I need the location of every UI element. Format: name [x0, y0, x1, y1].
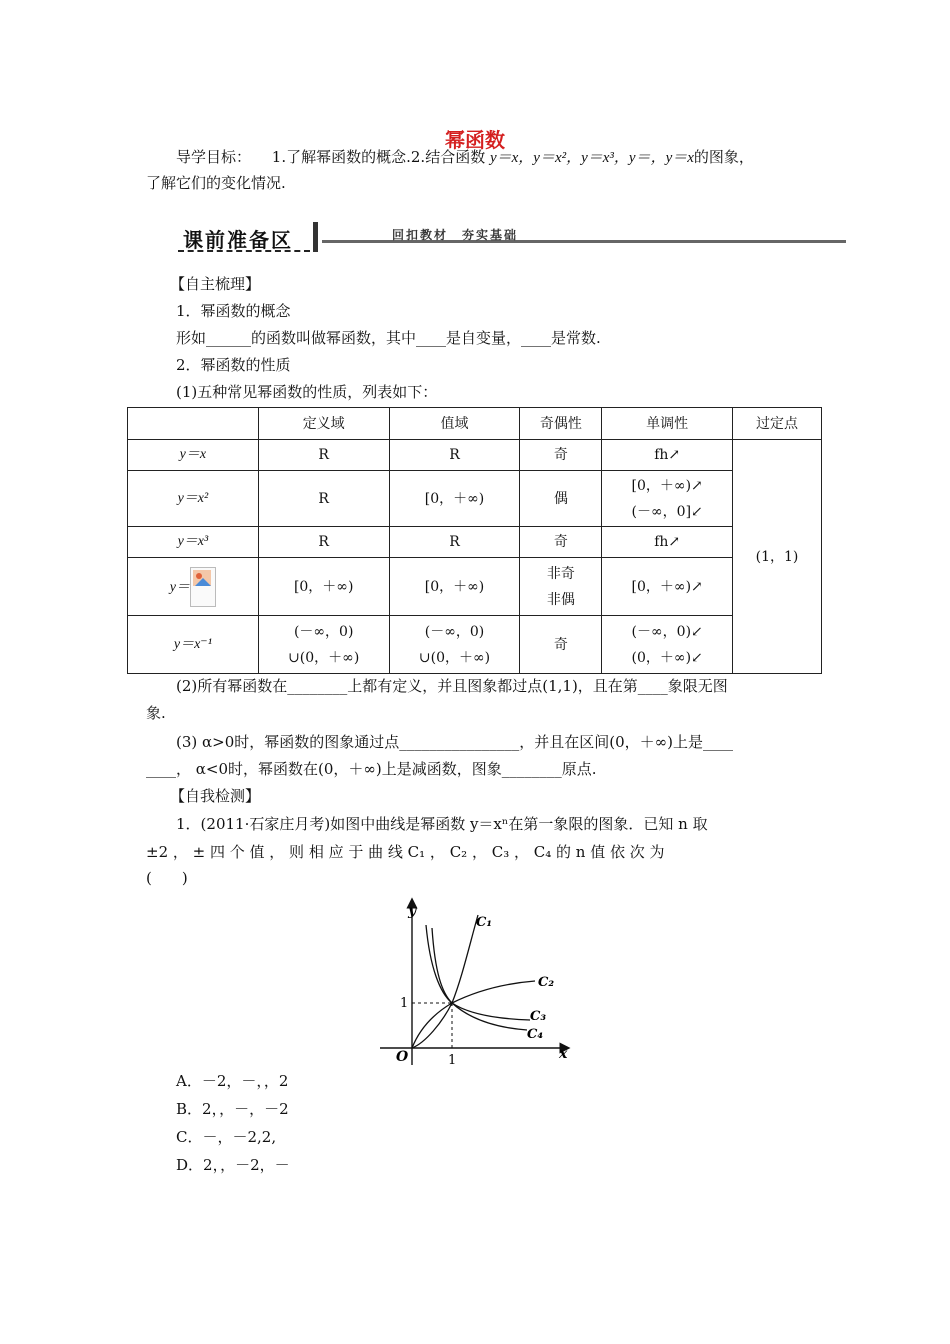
monotonic-cell: fh↗	[602, 440, 733, 471]
goal-label: 导学目标：	[176, 148, 252, 166]
x-tick-one: 1	[448, 1053, 457, 1068]
power-function-table	[127, 407, 822, 674]
question-1-line-2: ±2 ， ± 四 个 值 ， 则 相 应 于 曲 线 C₁ ， C₂ ， C₃ ， C₄ 的 n 值 依 次 为	[146, 843, 665, 861]
table-header: 定义域	[258, 408, 389, 440]
parity-cell	[520, 558, 602, 616]
table-row	[128, 527, 822, 558]
domain-cell	[258, 616, 389, 674]
range-cell	[389, 616, 520, 674]
item2-sub1: (1)五种常见幂函数的性质，列表如下：	[176, 383, 438, 401]
table-header: 过定点	[733, 408, 822, 440]
power-curves-figure	[370, 893, 590, 1073]
monotonic-cell	[602, 616, 733, 674]
item2-sub3-line-b: ____， α<0时，幂函数在(0，＋∞)上是减函数，图象________原点.	[146, 760, 597, 778]
option-b: B．2，，－，－2	[176, 1100, 289, 1118]
fn-cell: y＝x	[128, 440, 259, 471]
banner-bar	[313, 222, 318, 252]
domain-cell: R	[258, 440, 389, 471]
monotonic-cell: fh↗	[602, 527, 733, 558]
table-header: 值域	[389, 408, 520, 440]
item2-sub2-line-a: (2)所有幂函数在________上都有定义，并且图象都过点(1,1)，且在第____象限无图	[176, 677, 728, 695]
fn-cell: y＝x³	[128, 527, 259, 558]
table-header: 奇偶性	[520, 408, 602, 440]
section-banner-title: 课前准备区	[183, 228, 293, 252]
fn-cell	[128, 558, 259, 616]
domain-cell: R	[258, 471, 389, 527]
fn-label: y＝	[169, 579, 190, 595]
table-row	[128, 471, 822, 527]
goal-line-1	[176, 146, 754, 169]
range-cell: [0，＋∞)	[389, 558, 520, 616]
self-study-heading: 【自主梳理】	[170, 275, 261, 293]
item2-sub2-line-b: 象.	[146, 704, 166, 722]
x-axis-label: x	[559, 1046, 568, 1062]
monotonic-line: (－∞，0]↙	[631, 503, 703, 520]
question-1-line-3: ( )	[146, 869, 188, 887]
self-check-heading: 【自我检测】	[170, 787, 261, 805]
range-cell: R	[389, 440, 520, 471]
monotonic-line: (－∞，0)↙	[631, 623, 703, 640]
option-d: D．2，，－2，－	[176, 1156, 290, 1174]
origin-label: O	[396, 1049, 409, 1065]
table-row	[128, 616, 822, 674]
item2-title: 2．幂函数的性质	[176, 356, 291, 374]
table-header: 单调性	[602, 408, 733, 440]
monotonic-line: (0，＋∞)↙	[631, 649, 703, 666]
label-c4: C₄	[527, 1027, 544, 1042]
y-axis-label: y	[408, 903, 417, 919]
label-c1: C₁	[476, 915, 493, 930]
y-tick-one: 1	[400, 996, 409, 1011]
page-title: 幂函数	[445, 128, 505, 152]
range-line: (－∞，0)	[424, 623, 485, 640]
question-1-line-1: 1．(2011·石家庄月考)如图中曲线是幂函数 y＝xⁿ在第一象限的图象．已知 n 取	[176, 815, 708, 833]
monotonic-cell: [0，＋∞)↗	[602, 558, 733, 616]
section-banner-subtitle: 回扣教材 夯实基础	[392, 228, 519, 242]
fixed-point-cell: (1，1)	[733, 440, 822, 674]
label-c3: C₃	[530, 1009, 547, 1024]
table-header	[128, 408, 259, 440]
parity-cell: 奇	[520, 440, 602, 471]
option-a: A．－2，－，，2	[176, 1072, 289, 1090]
goal-line-2: 了解它们的变化情况.	[146, 174, 286, 192]
range-line: ∪(0，＋∞)	[418, 649, 491, 666]
item1-text: 形如______的函数叫做幂函数，其中____是自变量，____是常数.	[176, 329, 601, 347]
goal-text-1: 1.了解幂函数的概念.2.结合函数	[271, 148, 490, 166]
table-row	[128, 440, 822, 471]
parity-line: 非偶	[546, 591, 575, 608]
goal-functions: y＝x，y＝x²，y＝x³，y＝，y＝x	[489, 150, 694, 166]
monotonic-line: [0，＋∞)↗	[631, 477, 703, 494]
fn-cell: y＝x⁻¹	[128, 616, 259, 674]
table-row	[128, 558, 822, 616]
parity-cell: 奇	[520, 527, 602, 558]
label-c2: C₂	[538, 975, 555, 990]
parity-cell: 奇	[520, 616, 602, 674]
table-header-row	[128, 408, 822, 440]
option-c: C．－，－2,2,	[176, 1128, 277, 1146]
domain-cell: [0，＋∞)	[258, 558, 389, 616]
domain-line: ∪(0，＋∞)	[288, 649, 360, 666]
curve-c1	[412, 915, 478, 1048]
item1-title: 1．幂函数的概念	[176, 302, 291, 320]
banner-underline	[178, 250, 310, 252]
range-cell: [0，＋∞)	[389, 471, 520, 527]
goal-text-2: 的图象，	[693, 148, 754, 166]
fn-cell: y＝x²	[128, 471, 259, 527]
curve-c2	[412, 981, 535, 1048]
parity-line: 非奇	[546, 565, 575, 582]
range-cell: R	[389, 527, 520, 558]
monotonic-cell	[602, 471, 733, 527]
curve-c3	[426, 925, 530, 1020]
item2-sub3-line-a: (3) α>0时，幂函数的图象通过点________________，并且在区间(0，＋∞)上是____	[176, 733, 734, 751]
parity-cell: 偶	[520, 471, 602, 527]
domain-cell: R	[258, 527, 389, 558]
sqrt-image-placeholder-icon	[190, 567, 216, 607]
domain-line: (－∞，0)	[293, 623, 354, 640]
